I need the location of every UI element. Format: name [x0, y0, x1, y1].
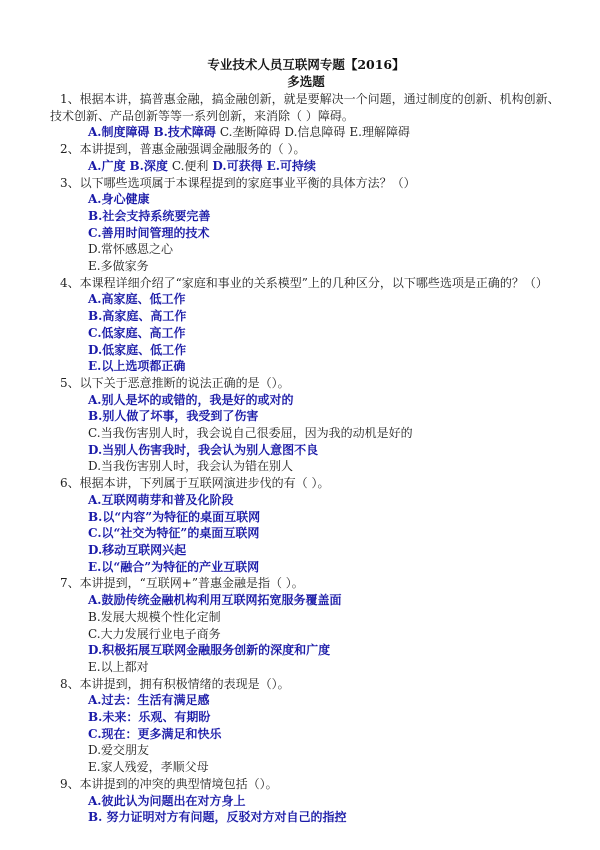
answer-option-correct: B.别人做了坏事，我受到了伤害	[88, 409, 259, 424]
answer-option-correct: B.高家庭、高工作	[88, 309, 187, 324]
answer-option: D.爱交朋友	[88, 743, 150, 758]
option-list	[50, 191, 562, 275]
option-list	[50, 793, 562, 826]
answer-option-correct: C.低家庭、高工作	[88, 325, 186, 340]
answer-option-correct: D.当别人伤害我时，我会认为别人意图不良	[88, 442, 319, 457]
document-title: 专业技术人员互联网专题【2016】	[207, 57, 405, 72]
answer-option-correct: A.身心健康	[88, 192, 150, 207]
answer-option: C.当我伤害别人时，我会说自己很委屈，因为我的动机是好的	[88, 426, 413, 441]
answer-option-correct: A.鼓励传统金融机构利用互联网拓宽服务覆盖面	[88, 593, 342, 608]
answer-option-correct: A.广度	[88, 158, 126, 173]
answer-option-correct: A.互联网萌芽和普及化阶段	[88, 492, 234, 507]
question-stem: 8、本讲提到，拥有积极情绪的表现是（）。	[60, 676, 290, 691]
answer-option: C.垄断障碍	[219, 125, 281, 140]
option-list	[50, 692, 562, 776]
option-list	[50, 124, 562, 141]
answer-option: D.信息障碍	[284, 125, 346, 140]
answer-option-correct: E.以“融合”为特征的产业互联网	[88, 559, 260, 574]
answer-option-correct: D.可获得	[212, 158, 263, 173]
question-item	[50, 175, 562, 275]
answer-option-correct: D.移动互联网兴起	[88, 542, 187, 557]
question-item	[50, 575, 562, 675]
answer-option-correct: C.善用时间管理的技术	[88, 225, 210, 240]
answer-option: E.家人残爱，孝顺父母	[88, 760, 209, 775]
question-stem: 3、以下哪些选项属于本课程提到的家庭事业平衡的具体方法？（）	[60, 175, 416, 190]
answer-option-correct: B.未来：乐观、有期盼	[88, 710, 211, 725]
answer-option: E.理解障碍	[349, 125, 410, 140]
question-stem: 2、本讲提到，普惠金融强调金融服务的（ ）。	[60, 142, 306, 157]
answer-option: E.多做家务	[88, 259, 149, 274]
question-item	[50, 776, 562, 826]
answer-option-correct: D.积极拓展互联网金融服务创新的深度和广度	[88, 643, 331, 658]
question-stem: 4、本课程详细介绍了“家庭和事业的关系模型”上的几种区分，以下哪些选项是正确的？（）	[60, 275, 548, 290]
answer-option-correct: C.以“社交为特征”的桌面互联网	[88, 526, 260, 541]
answer-option: D.常怀感恩之心	[88, 242, 174, 257]
option-list	[50, 492, 562, 576]
answer-option: C.便利	[171, 158, 209, 173]
answer-option: E.以上都对	[88, 659, 149, 674]
question-stem: 7、本讲提到，“互联网+”普惠金融是指（ ）。	[60, 576, 304, 591]
answer-option-correct: A.高家庭、低工作	[88, 292, 186, 307]
question-item	[50, 475, 562, 575]
answer-option: B.发展大规模个性化定制	[88, 609, 221, 624]
section-heading: 多选题	[287, 74, 325, 89]
question-item	[50, 141, 562, 174]
option-list	[50, 291, 562, 375]
question-stem: 9、本讲提到的冲突的典型情境包括（）。	[60, 776, 278, 791]
answer-option-correct: A.彼此认为问题出在对方身上	[88, 793, 246, 808]
answer-option-correct: A.过去：生活有满足感	[88, 693, 210, 708]
answer-option-correct: B.社会支持系统要完善	[88, 208, 211, 223]
answer-option-correct: A.别人是坏的或错的，我是好的或对的	[88, 392, 294, 407]
answer-option: C.大力发展行业电子商务	[88, 626, 221, 641]
question-item	[50, 275, 562, 375]
answer-option-correct: D.低家庭、低工作	[88, 342, 187, 357]
question-item	[50, 676, 562, 776]
answer-option-correct: B. 努力证明对方有问题，反驳对方对自己的指控	[88, 810, 347, 825]
option-list	[50, 158, 562, 175]
option-list	[50, 592, 562, 676]
question-item	[50, 91, 562, 141]
question-stem: 6、根据本讲，下列属于互联网演进步伐的有（ ）。	[60, 476, 330, 491]
answer-option-correct: E.可持续	[266, 158, 316, 173]
answer-option-correct: C.现在：更多满足和快乐	[88, 726, 222, 741]
answer-option-correct: A.制度障碍	[88, 125, 150, 140]
question-item	[50, 375, 562, 475]
answer-option-correct: E.以上选项都正确	[88, 359, 186, 374]
answer-option-correct: B.深度	[129, 158, 168, 173]
answer-option-correct: B.技术障碍	[153, 125, 216, 140]
answer-option-correct: B.以“内容”为特征的桌面互联网	[88, 509, 261, 524]
question-list	[50, 91, 562, 826]
answer-option: D.当我伤害别人时，我会认为错在别人	[88, 459, 294, 474]
question-stem: 5、以下关于恶意推断的说法正确的是（）。	[60, 375, 290, 390]
question-stem: 1、根据本讲，搞普惠金融，搞金融创新，就是要解决一个问题，通过制度的创新、机构创新、技术创新、产品创新等等一系列创新，来消除（ ）障碍。	[50, 92, 560, 123]
option-list	[50, 392, 562, 476]
